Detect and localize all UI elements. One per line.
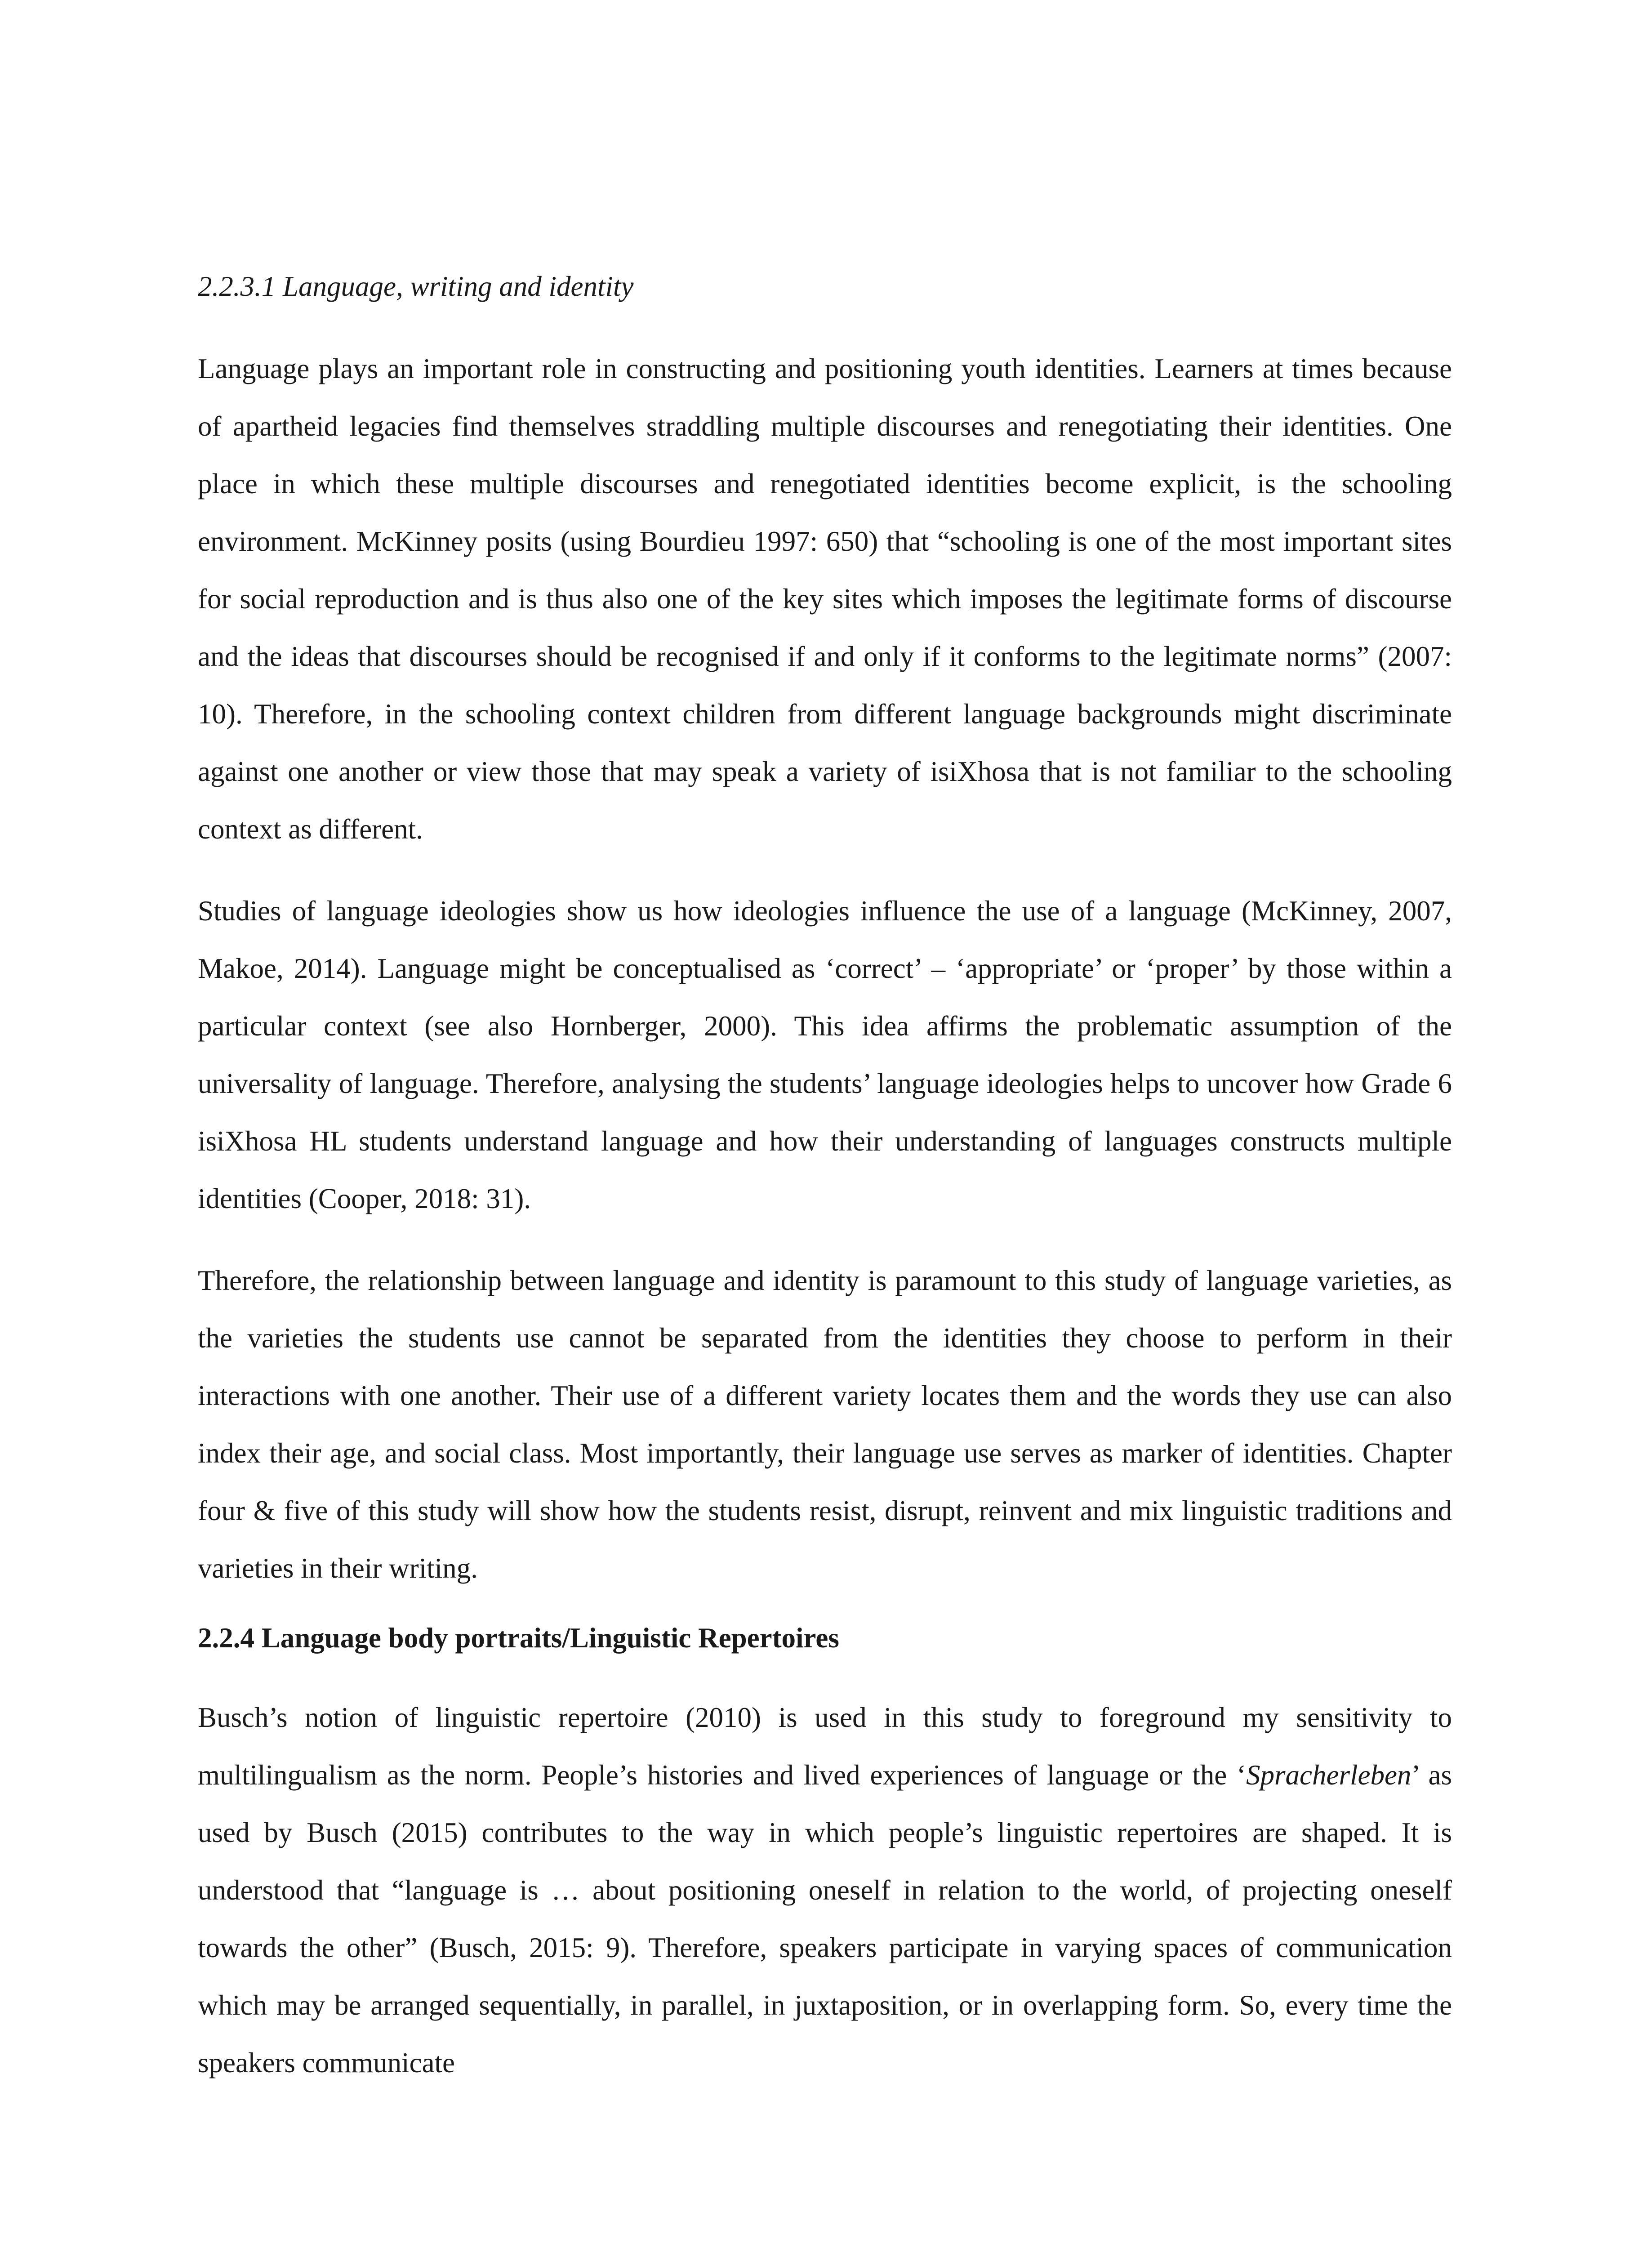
paragraph-language-and-identity: Therefore, the relationship between language and identity is paramount to this study of language varieties, as the varieties the students use cannot be separated from the identities they choose to perform in their interactions with one another. Their use of a different variety locates them and the words they use can also index their age, and social class. Most importantly, their language use serves as marker of identities. Chapter four & five of this study will show how the students resist, disrupt, reinvent and mix linguistic traditions and varieties in their writing. (198, 1264, 1452, 1584)
paragraph-text-end: ’ as used by Busch (2015) contributes to the way in which people’s linguistic repertoires are shaped. It is understood that “language is … about positioning oneself in relation to the world, of projecting oneself towards the other” (Busch, 2015: 9). Therefore, speakers participate in varying spaces of communication which may be arranged sequentially, in parallel, in juxtaposition, or in overlapping form. So, every time the speakers communicate (198, 1759, 1452, 2079)
document-page (198, 270, 1452, 2116)
section-heading: 2.2.3.1 Language, writing and identity (198, 271, 634, 302)
paragraph-linguistic-repertoire (198, 1689, 1452, 2092)
subsection-heading: 2.2.4 Language body portraits/Linguistic Repertoires (198, 1622, 839, 1654)
paragraph-text-start: Busch’s notion of linguistic repertoire (2010) is used in this study to foreground my sensitivity to multilingualism as the norm. People’s histories and lived experiences of language or the ‘ (198, 1702, 1452, 1791)
italic-term: Spracherleben (1246, 1759, 1412, 1791)
paragraph-language-identity: Language plays an important role in constructing and positioning youth identities. Learners at times because of apartheid legacies find themselves straddling multiple discourses and renegotiating their identities. One place in which these multiple discourses and renegotiated identities become explicit, is the schooling environment. McKinney posits (using Bourdieu 1997: 650) that “schooling is one of the most important sites for social reproduction and is thus also one of the key sites which imposes the legitimate forms of discourse and the ideas that discourses should be recognised if and only if it conforms to the legitimate norms” (2007: 10). Therefore, in the schooling context children from different language backgrounds might discriminate against one another or view those that may speak a variety of isiXhosa that is not familiar to the schooling context as different. (198, 352, 1452, 845)
paragraph-language-ideologies: Studies of language ideologies show us how ideologies influence the use of a language (McKinney, 2007, Makoe, 2014). Language might be conceptualised as ‘correct’ – ‘appropriate’ or ‘proper’ by those within a particular context (see also Hornberger, 2000). This idea affirms the problematic assumption of the universality of language. Therefore, analysing the students’ language ideologies helps to uncover how Grade 6 isiXhosa HL students understand language and how their understanding of languages constructs multiple identities (Cooper, 2018: 31). (198, 895, 1452, 1214)
